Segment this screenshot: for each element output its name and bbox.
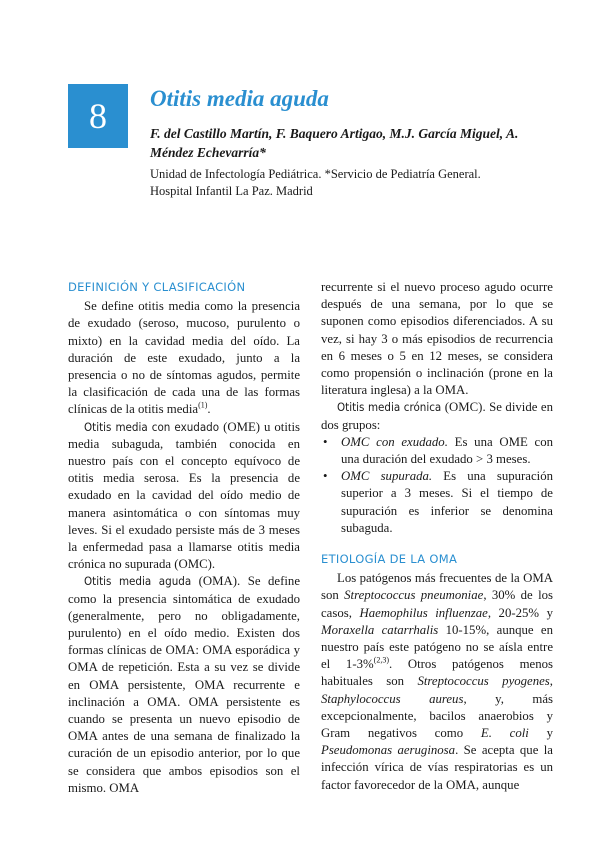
paragraph-etiologia [321,570,553,794]
text-run: . Otros patógenos menos habituales son [321,657,553,689]
section-gap [321,537,553,551]
right-column [321,279,553,794]
paragraph-end: . [207,402,211,417]
list-text: Es una OME con una duración del exudado > 3 meses. [341,434,553,467]
affiliation-line-2: Hospital Infantil La Paz. Madrid [150,184,313,198]
chapter-number-box [68,84,128,148]
organism-name: Haemophilus influenzae [359,605,488,620]
paragraph-definicion [68,298,300,418]
runin-term: Otitis media con exudado [84,419,220,434]
list-text: Es una supuración superior a 3 meses. Si el tiempo de supuración es inferior se denomina subaguda. [341,469,553,535]
paragraph-omc [321,399,553,433]
runin-term: Otitis media crónica [337,400,442,415]
reference-marker: (2,3) [373,656,389,665]
runin-term: Otitis media aguda [84,574,192,589]
list-term: OMC supurada. [341,469,433,484]
organism-name: Staphylococcus aureus [321,691,464,706]
list-item [321,468,553,537]
affiliation [150,166,550,200]
section-heading-etiologia: ETIOLOGÍA DE LA OMA [321,552,458,567]
organism-name: Moraxella catarrhalis [321,622,439,637]
omc-list [321,434,553,537]
text-run: , 20-25% y [487,605,553,620]
paragraph-text: Se define otitis media como la presencia de exudado (seroso, mucoso, purulento o mixto) en la cavidad media del oído. La duración de este exudado, junto a la presencia o no de síntomas agudos, permite la clasificación de cada una de las formas clínicas de la otitis media [68,299,300,417]
text-run: , y, más excepcionalmente, bacilos anaerobios y Gram negativos como [321,691,553,741]
text-run: , [549,674,553,689]
text-run: Los patógenos más frecuentes de la OMA son [321,571,553,603]
list-item [321,434,553,468]
paragraph-text: (OMC). Se divide en dos grupos: [321,400,553,432]
bullet: • [323,434,328,449]
affiliation-line-1: Unidad de Infectología Pediátrica. *Servicio de Pediatría General. [150,167,481,181]
organism-name: Pseudomonas aeruginosa [321,743,456,758]
text-run: y [528,726,553,741]
list-term: OMC con exudado. [341,434,448,449]
text-run: . Se acepta que la infección vírica de vías respiratorias es un factor favorecedor de la OMA, aunque [321,743,553,792]
text-run: 10-15%, aunque en nuestro país este patógeno no se aísla entre el 1-3% [321,622,553,672]
organism-name: Streptococcus pyogenes [417,674,550,689]
paragraph-text: (OME) u otitis media subaguda, también conocida en nuestro país con el concepto equívoco de otitis media serosa. Es la presencia de exudado en la cavidad del oído medio de manera asintomática o con síntomas muy leves. Si el exudado persiste más de 3 meses la enfermedad pasa a llamarse otitis media crónica no supurada (OMC). [68,419,300,572]
bullet: • [323,469,328,484]
left-column [68,279,300,797]
text-run: , 30% de los casos, [321,588,553,620]
paragraph-oma-continued: recurrente si el nuevo proceso agudo ocurre después de una semana, por lo que se suponen como episodios diferenciados. A su vez, si hay 3 o más episodios de recurrencia en 6 meses o 5 en 12 meses, se considera como propensión o inclinación (prone en la literatura inglesa) a la OMA. [321,280,553,398]
paragraph-text: (OMA). Se define como la presencia sintomática de exudado (generalmente, pero no obligadamente, purulento) en el oído medio. Existen dos formas clínicas de OMA: OMA esporádica y OMA de repetición. Esta a su vez se divide en OMA persistente, OMA recurrente e inclinación a OMA. OMA persistente es cuando se presenta un nuevo episodio de OMA antes de una semana de finalizado la curación de un episodio anterior, por lo que se considera que ambos episodios son el mismo. OMA [68,574,301,795]
organism-name: E. coli [480,726,529,741]
paragraph-ome [68,419,300,574]
paragraph-oma [68,573,300,797]
reference-marker: (1) [198,401,208,411]
chapter-title: Otitis media aguda [150,86,329,111]
organism-name: Streptococcus pneumoniae [344,588,484,603]
section-heading-definicion: DEFINICIÓN Y CLASIFICACIÓN [68,280,246,294]
chapter-number: 8 [89,96,107,136]
authors: F. del Castillo Martín, F. Baquero Artigao, M.J. García Miguel, A. Méndez Echevarría* [150,126,519,160]
